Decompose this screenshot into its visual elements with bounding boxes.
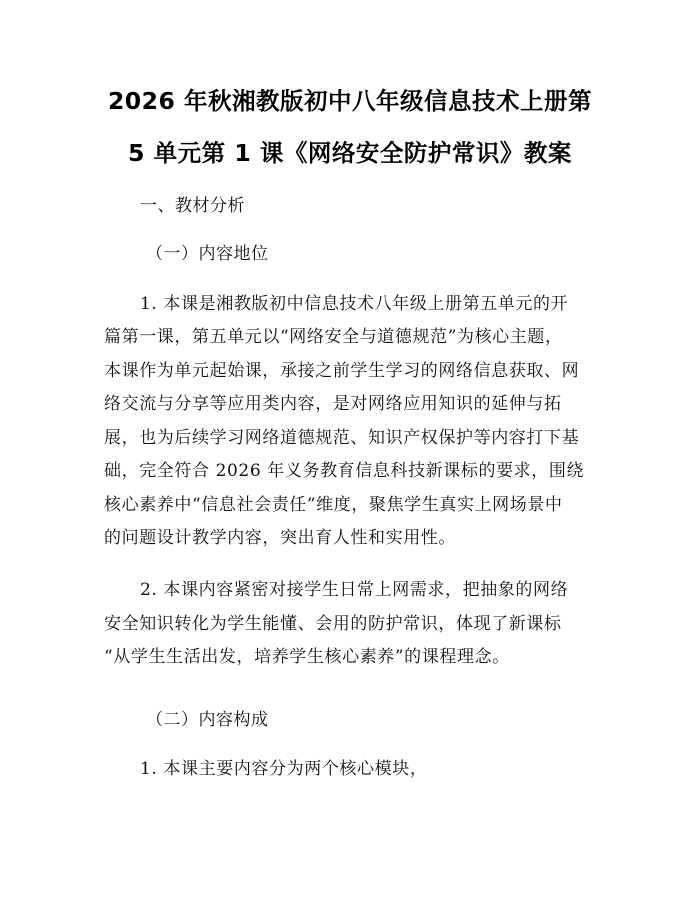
paragraph-3-line: 1. 本课主要内容分为两个核心模块，: [140, 759, 428, 779]
paragraph-1-line: 展，也为后续学习网络道德规范、知识产权保护等内容打下基: [104, 428, 580, 448]
subsection-heading-content-position: （一）内容地位: [146, 244, 269, 264]
subsection-heading-content-composition: （二）内容构成: [146, 710, 269, 730]
document-title-line-1: 2026 年秋湘教版初中八年级信息技术上册第: [107, 87, 593, 115]
paragraph-2-line: 2. 本课内容紧密对接学生日常上网需求，把抽象的网络: [140, 580, 569, 600]
paragraph-1-line: 核心素养中“信息社会责任”维度，聚焦学生真实上网场景中: [104, 495, 563, 515]
paragraph-1-line: 础，完全符合 2026 年义务教育信息科技新课标的要求，围绕: [104, 461, 585, 481]
paragraph-1-line: 络交流与分享等应用类内容，是对网络应用知识的延伸与拓: [104, 394, 562, 414]
section-heading-textbook-analysis: 一、教材分析: [140, 196, 245, 216]
document-title-line-2: 5 单元第 1 课《网络安全防护常识》教案: [128, 139, 572, 167]
paragraph-2-line: 安全知识转化为学生能懂、会用的防护常识，体现了新课标: [104, 614, 562, 634]
paragraph-1-line: 1. 本课是湘教版初中信息技术八年级上册第五单元的开: [140, 294, 569, 314]
paragraph-2-line: “从学生生活出发，培养学生核心素养”的课程理念。: [104, 647, 510, 667]
paragraph-1-line: 的问题设计教学内容，突出育人性和实用性。: [104, 528, 456, 548]
paragraph-1-line: 本课作为单元起始课，承接之前学生学习的网络信息获取、网: [104, 361, 580, 381]
paragraph-1-line: 篇第一课，第五单元以“网络安全与道德规范”为核心主题，: [104, 327, 563, 347]
